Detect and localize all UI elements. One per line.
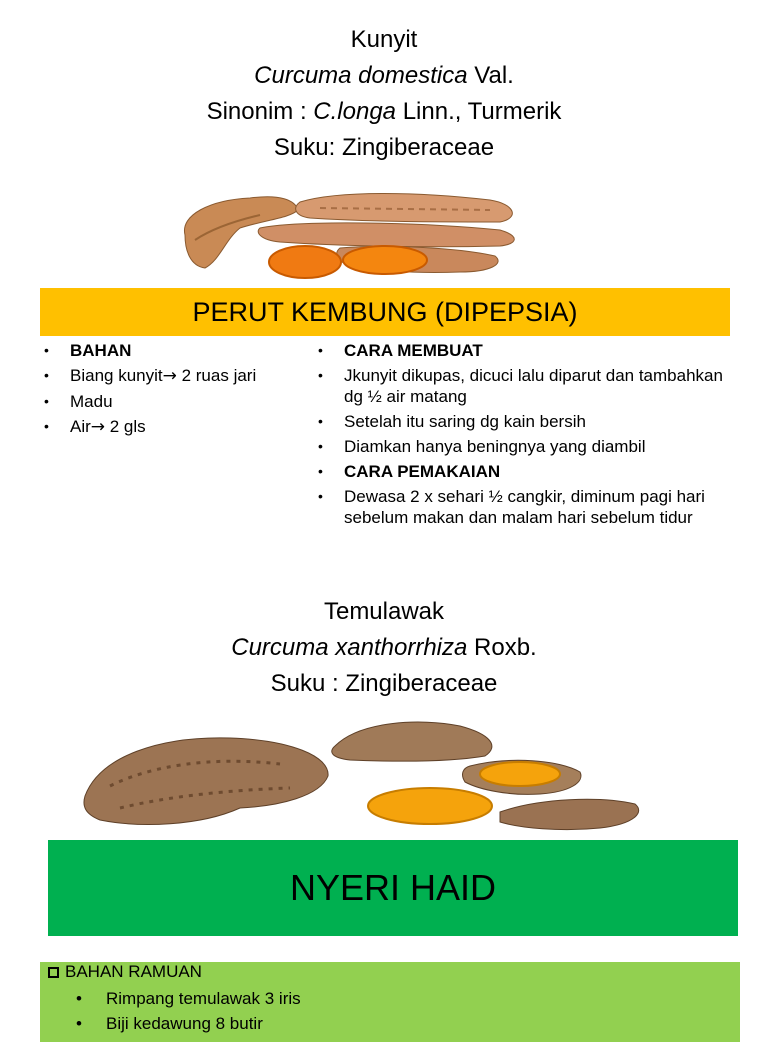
kunyit-synonym-line — [0, 94, 768, 130]
step-text: Diamkan hanya beningnya yang diambil — [344, 437, 646, 456]
bullet-icon: • — [44, 418, 49, 434]
bullet-icon: • — [318, 342, 323, 358]
list-item — [76, 989, 301, 1009]
turmeric-rhizome-middle — [258, 223, 514, 247]
synonym-rest: Linn., Turmerik — [396, 98, 562, 125]
list-item — [314, 340, 734, 361]
temulawak-rhizome-left — [84, 738, 328, 825]
ingredient-text: Biji kedawung 8 butir — [106, 1014, 263, 1033]
synonym-latin: C.longa — [313, 98, 397, 125]
temulawak-family: Suku : Zingiberaceae — [270, 670, 498, 697]
cara-membuat-heading: CARA MEMBUAT — [344, 341, 483, 360]
list-item-text: 2 gls — [105, 417, 146, 436]
list-item — [314, 436, 734, 457]
ingredient-text: Rimpang temulawak 3 iris — [106, 989, 301, 1008]
bullet-icon: • — [44, 342, 49, 358]
turmeric-image — [170, 180, 560, 280]
turmeric-slice-right — [343, 246, 427, 274]
list-item — [40, 365, 310, 387]
list-item — [40, 391, 310, 412]
kunyit-latin-name: Curcuma domestica — [254, 62, 468, 89]
bullet-icon: • — [318, 413, 323, 429]
list-item — [314, 411, 734, 432]
cara-list — [314, 340, 734, 532]
step-text: Jkunyit dikupas, dicuci lalu diparut dan tambahkan dg ½ air matang — [344, 366, 723, 406]
kunyit-name: Kunyit — [350, 26, 418, 53]
temulawak-latin-line — [0, 630, 768, 666]
bullet-icon: • — [318, 463, 323, 479]
kunyit-latin-line — [0, 58, 768, 94]
list-item — [314, 365, 734, 407]
nyeri-haid-banner: NYERI HAID — [48, 840, 738, 936]
bullet-icon: • — [318, 367, 323, 383]
list-item-text: Air — [70, 417, 91, 436]
bahan-ramuan-heading-row — [48, 962, 202, 982]
temulawak-latin-name: Curcuma xanthorrhiza — [231, 634, 468, 661]
kunyit-family: Suku: Zingiberaceae — [273, 134, 495, 161]
arrow-right-icon: → — [90, 417, 106, 437]
bullet-icon: • — [76, 1014, 82, 1033]
kunyit-latin-author: Val. — [467, 62, 514, 89]
list-item — [314, 486, 734, 528]
temulawak-latin-author: Roxb. — [467, 634, 537, 661]
temulawak-title-block — [0, 594, 768, 702]
list-item — [40, 416, 310, 438]
list-item-text: Biang kunyit — [70, 366, 163, 385]
checkbox-icon — [48, 967, 59, 978]
bullet-icon: • — [318, 488, 323, 504]
list-item-text: Madu — [70, 392, 113, 411]
bullet-icon: • — [76, 989, 82, 1008]
temulawak-rhizome-top — [332, 722, 492, 761]
perut-kembung-banner: PERUT KEMBUNG (DIPEPSIA) — [40, 288, 730, 336]
step-text: Setelah itu saring dg kain bersih — [344, 412, 586, 431]
list-item — [314, 461, 734, 482]
synonym-prefix: Sinonim : — [206, 98, 314, 125]
list-item — [40, 340, 310, 361]
cara-pemakaian-heading: CARA PEMAKAIAN — [344, 462, 501, 481]
temulawak-name: Temulawak — [323, 598, 445, 625]
bullet-icon: • — [44, 393, 49, 409]
arrow-right-icon: → — [162, 366, 177, 386]
turmeric-slice-left — [269, 246, 341, 278]
bahan-heading: BAHAN — [70, 341, 132, 360]
bahan-list — [40, 340, 310, 442]
temulawak-slice-left — [368, 788, 492, 824]
list-item — [76, 1014, 263, 1034]
temulawak-slice-right — [480, 762, 560, 786]
usage-text: Dewasa 2 x sehari ½ cangkir, diminum pagi hari sebelum makan dan malam hari sebelum tidur — [344, 487, 705, 527]
temulawak-image — [80, 716, 670, 838]
list-item-text: 2 ruas jari — [176, 366, 257, 385]
turmeric-rhizome-top — [296, 194, 513, 223]
bahan-ramuan-heading: BAHAN RAMUAN — [65, 962, 202, 981]
bahan-ramuan-box — [40, 962, 740, 1042]
bullet-icon: • — [318, 438, 323, 454]
bullet-icon: • — [44, 367, 49, 383]
kunyit-title-block — [0, 22, 768, 166]
